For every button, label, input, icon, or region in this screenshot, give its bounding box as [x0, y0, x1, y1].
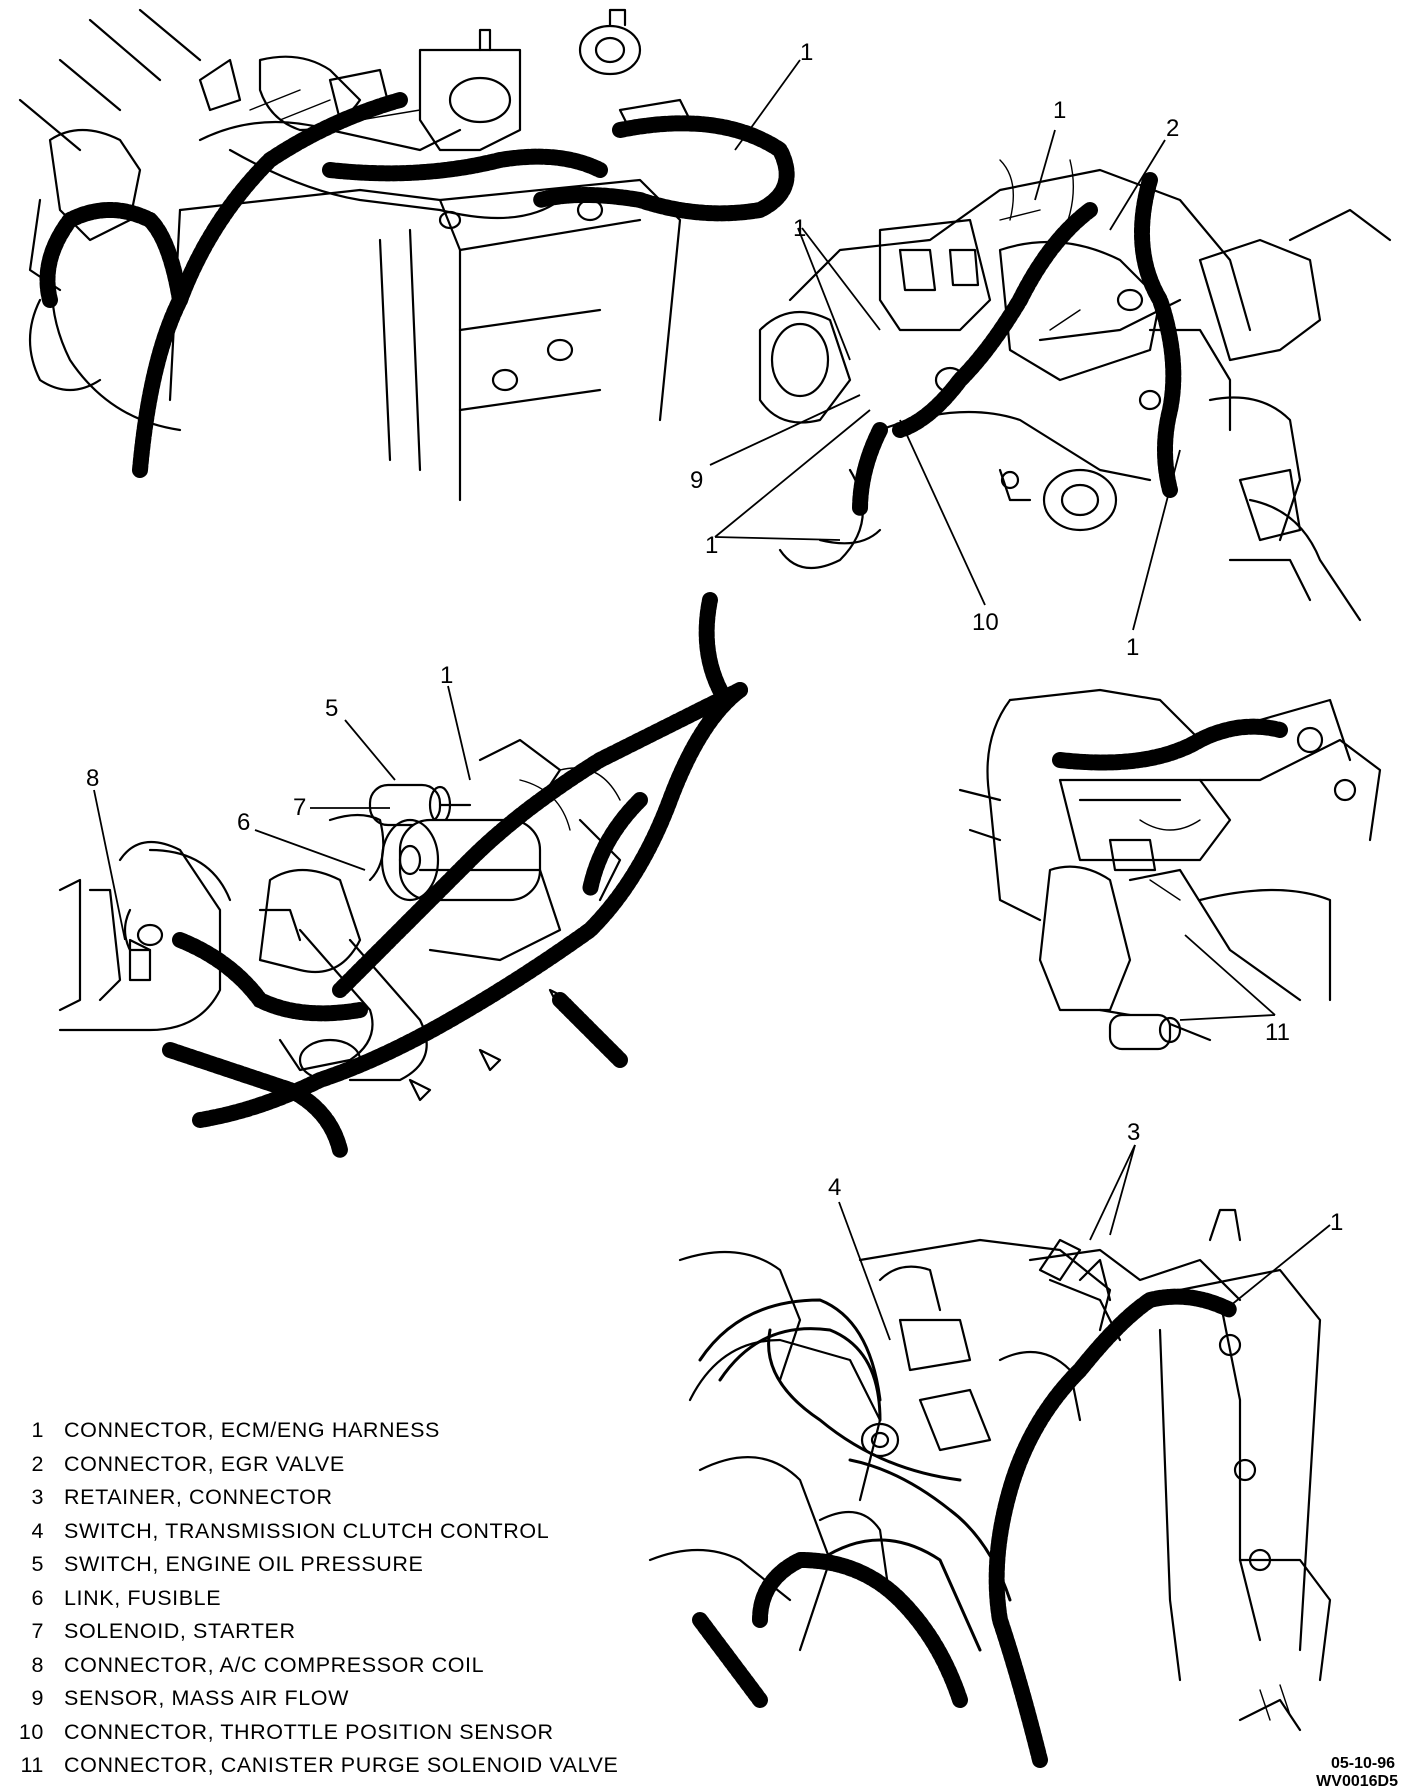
callout-v2-connector-ecm-right: 1 — [1126, 634, 1140, 661]
view-5-lower-right-engine — [650, 1210, 1330, 1760]
legend-item-number: 9 — [31, 1686, 44, 1711]
legend-item — [0, 1548, 640, 1582]
callout-v2-throttle-position: 10 — [972, 609, 999, 636]
legend-item-text: SWITCH, TRANSMISSION CLUTCH CONTROL — [64, 1518, 550, 1543]
legend-item-number: 4 — [31, 1518, 44, 1543]
callout-v1-connector-ecm: 1 — [800, 39, 814, 66]
callout-v4-canister-purge: 11 — [1265, 1019, 1290, 1046]
legend-item-number: 2 — [31, 1451, 44, 1476]
callout-v2-connector-ecm-lower: 1 — [705, 532, 719, 559]
stamp-code: WV0016D5 — [1316, 1773, 1398, 1790]
legend-item — [0, 1682, 640, 1716]
view-1-upper-engine — [20, 10, 787, 500]
legend-item-number: 1 — [31, 1418, 44, 1443]
legend-item-number: 7 — [31, 1619, 44, 1644]
callout-v2-connector-ecm-top: 1 — [1053, 97, 1067, 124]
legend-item-number: 3 — [31, 1485, 44, 1510]
callout-v2-connector-egr: 2 — [1166, 115, 1180, 142]
legend-item — [0, 1716, 640, 1750]
stamp-date: 05-10-96 — [1330, 1755, 1395, 1772]
legend-item-number: 8 — [31, 1652, 44, 1677]
legend-item — [0, 1414, 640, 1448]
legend-item — [0, 1481, 640, 1515]
legend-item — [0, 1749, 640, 1783]
legend-item-number: 6 — [31, 1585, 44, 1610]
legend-item-text: LINK, FUSIBLE — [64, 1585, 222, 1610]
legend-item — [0, 1515, 640, 1549]
view-3-starter-area — [60, 600, 740, 1150]
legend-item-text: SENSOR, MASS AIR FLOW — [64, 1686, 349, 1711]
view-2-right-engine — [760, 160, 1390, 620]
legend-item-number: 11 — [20, 1753, 44, 1778]
legend-item — [0, 1582, 640, 1616]
callout-v3-ac-compressor: 8 — [86, 765, 100, 792]
callout-v5-retainer: 3 — [1127, 1119, 1141, 1146]
legend-item — [0, 1448, 640, 1482]
parts-legend — [0, 1414, 640, 1783]
legend-item-text: RETAINER, CONNECTOR — [64, 1485, 333, 1510]
callout-v3-oil-pressure: 5 — [325, 695, 339, 722]
legend-item-text: SWITCH, ENGINE OIL PRESSURE — [64, 1552, 424, 1577]
legend-item-number: 10 — [18, 1719, 44, 1744]
callout-v3-fusible-link: 6 — [237, 809, 251, 836]
view-4-canister-purge — [960, 690, 1380, 1049]
legend-item-text: CONNECTOR, EGR VALVE — [64, 1451, 345, 1476]
legend-item-text: CONNECTOR, THROTTLE POSITION SENSOR — [64, 1719, 554, 1744]
legend-item-text: CONNECTOR, CANISTER PURGE SOLENOID VALVE — [64, 1753, 619, 1778]
callout-v5-connector-ecm: 1 — [1330, 1209, 1344, 1236]
legend-item-number: 5 — [31, 1552, 44, 1577]
callout-v2-mass-air-flow: 9 — [690, 467, 704, 494]
callout-v2-connector-ecm-left: 1 — [793, 215, 807, 242]
legend-item-text: CONNECTOR, A/C COMPRESSOR COIL — [64, 1652, 485, 1677]
callout-v3-connector-ecm: 1 — [440, 662, 454, 689]
legend-item-text: SOLENOID, STARTER — [64, 1619, 296, 1644]
legend-item — [0, 1649, 640, 1683]
callout-v3-starter-solenoid: 7 — [293, 794, 307, 821]
drawing-stamp — [1316, 1755, 1398, 1790]
legend-item — [0, 1615, 640, 1649]
legend-item-text: CONNECTOR, ECM/ENG HARNESS — [64, 1418, 440, 1443]
callout-v5-clutch-switch: 4 — [828, 1174, 842, 1201]
